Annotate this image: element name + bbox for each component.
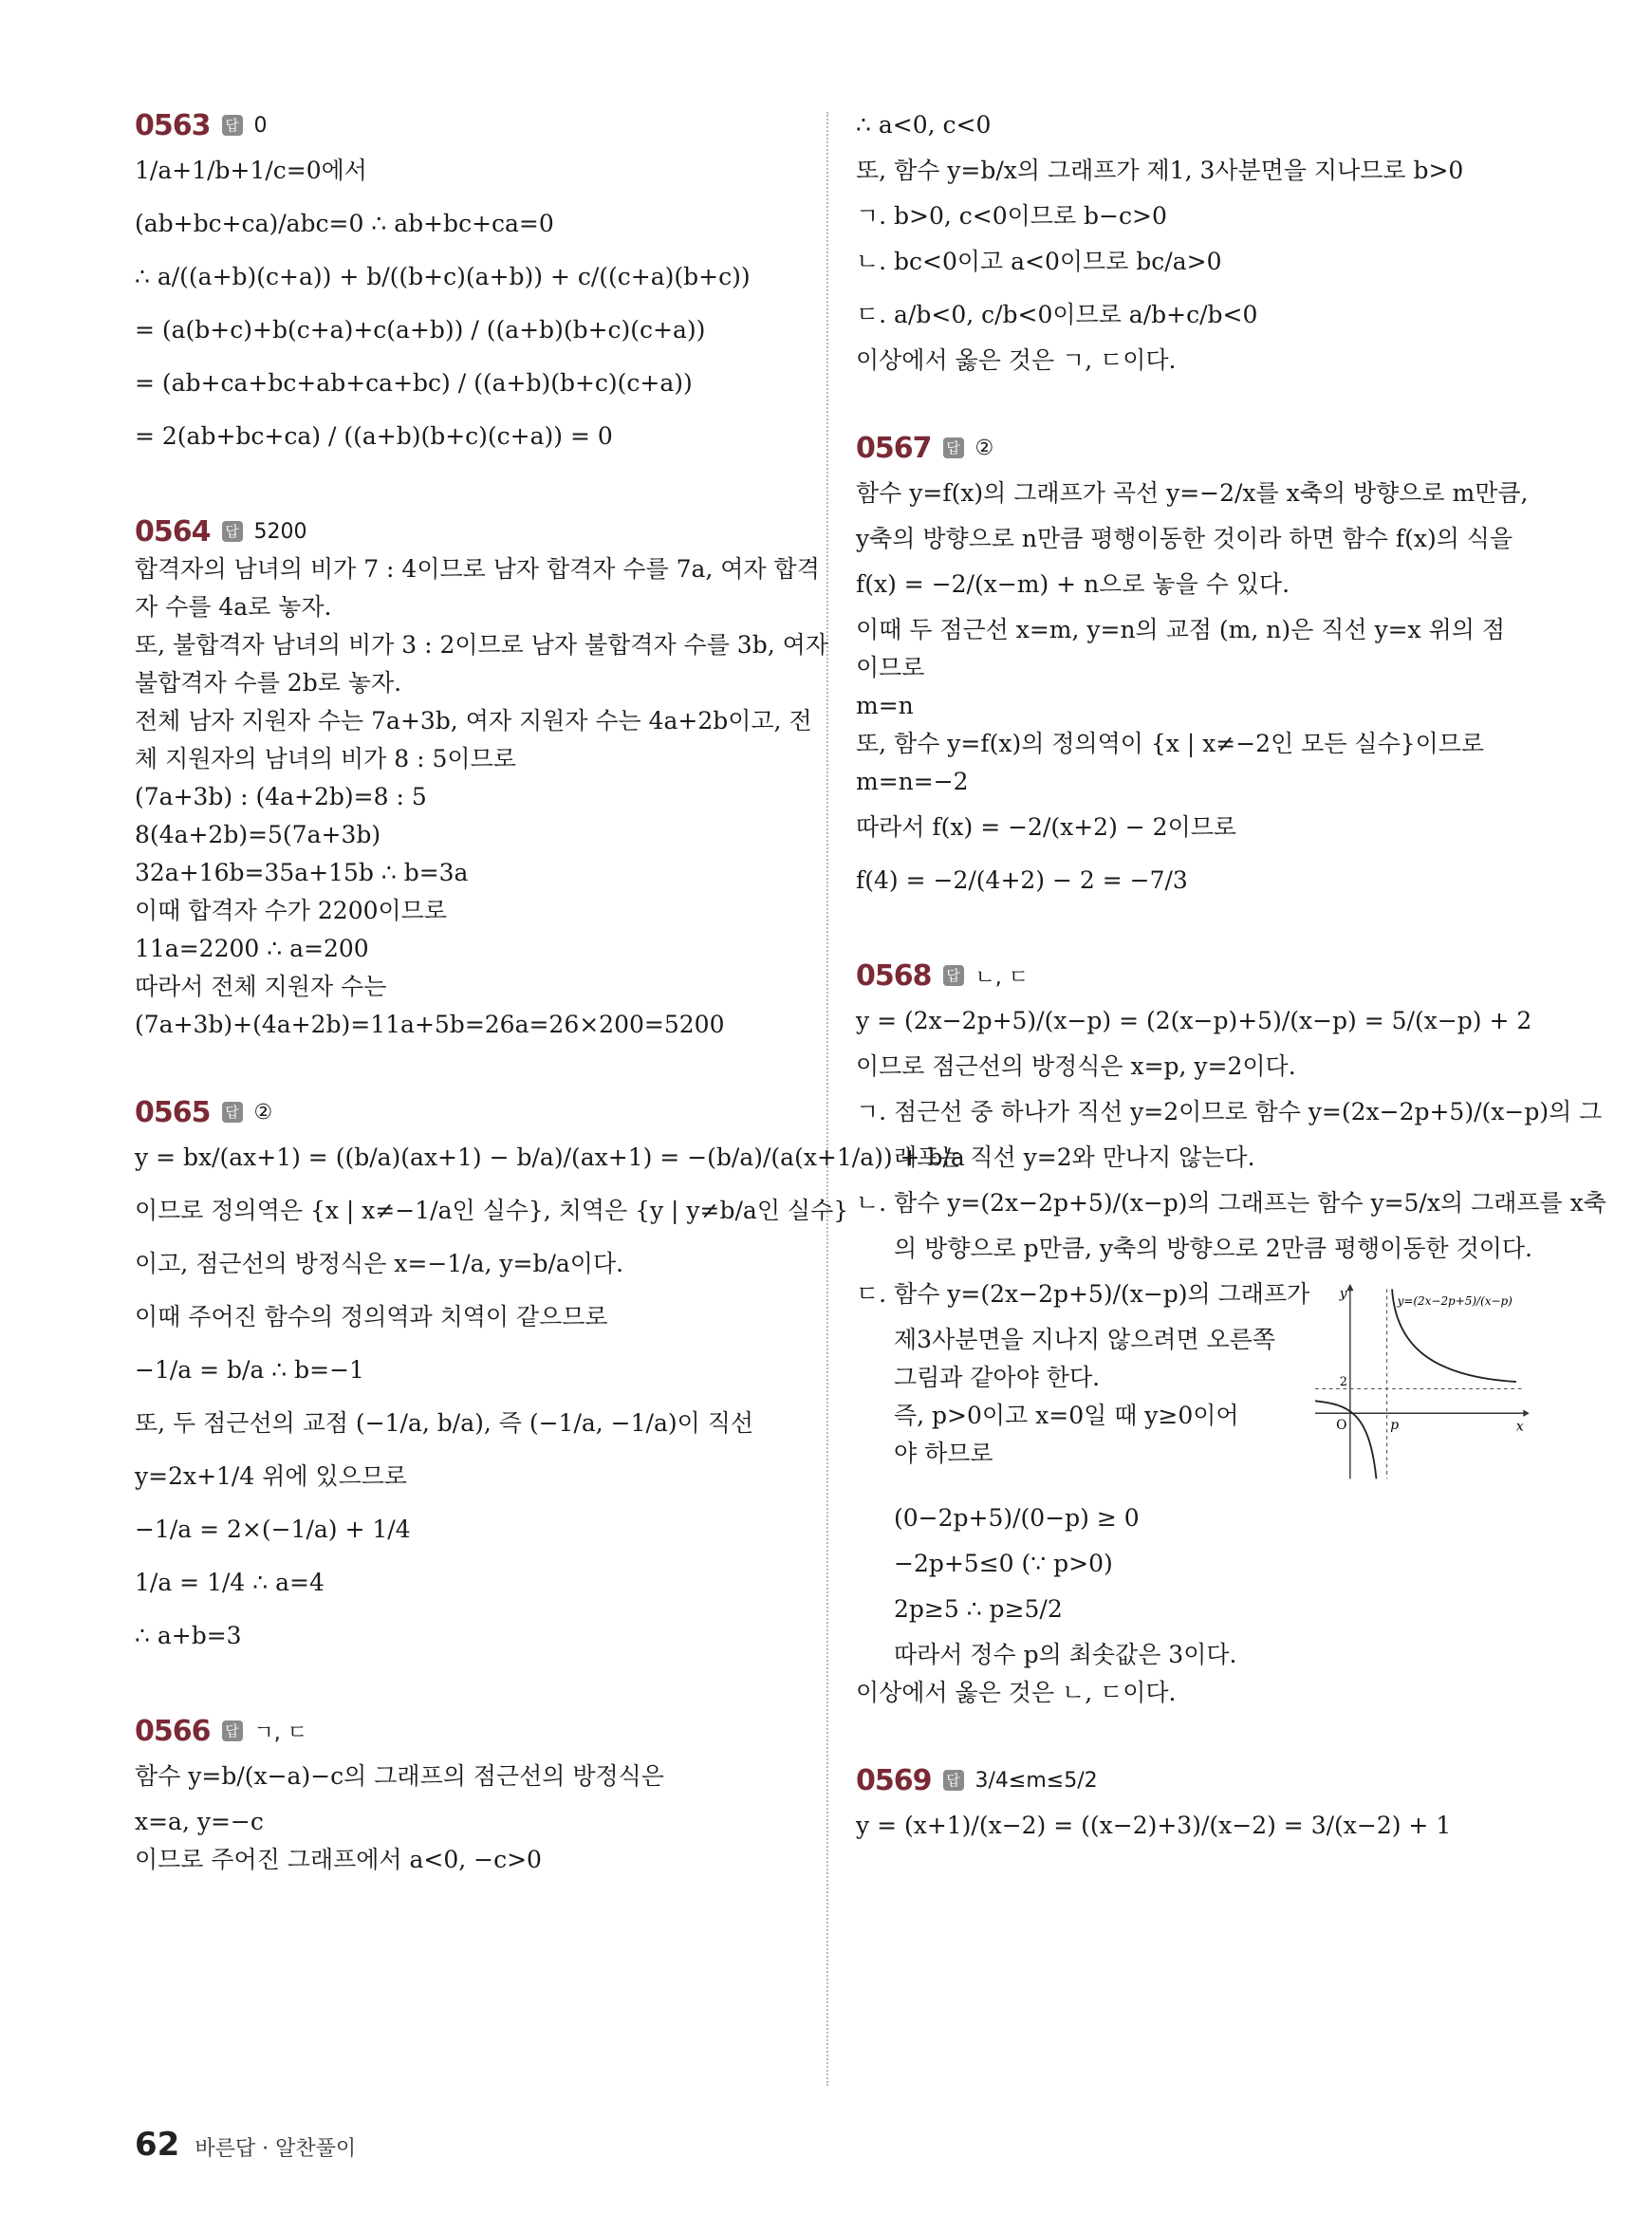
- solution-line: 따라서 정수 p의 최솟값은 3이다.: [894, 1641, 1237, 1668]
- hyperbola-graph: [1315, 1274, 1530, 1492]
- solution-line: ㄴ. 함수 y=(2x−2p+5)/(x−p)의 그래프는 함수 y=5/x의 그래프를 x축: [856, 1189, 1606, 1217]
- problem-number: 0566: [135, 1714, 211, 1748]
- solution-line: 함수 y=b/(x−a)−c의 그래프의 점근선의 방정식은: [135, 1762, 664, 1790]
- solution-line: −2p+5≤0 (∵ p>0): [894, 1550, 1113, 1577]
- solution-line: 따라서 전체 지원자 수는: [135, 973, 387, 1000]
- page-number: 62: [135, 2126, 180, 2164]
- solution-line: 전체 남자 지원자 수는 7a+3b, 여자 지원자 수는 4a+2b이고, 전: [135, 707, 812, 735]
- y-axis-arrow-icon: [1346, 1284, 1353, 1291]
- solution-line: 불합격자 수를 2b로 놓자.: [135, 669, 402, 697]
- problem-0566-continued: [856, 106, 1530, 380]
- solution-line: ㄱ. 점근선 중 하나가 직선 y=2이므로 함수 y=(2x−2p+5)/(x−p)의 그: [856, 1098, 1603, 1125]
- curve-equation-label: y=(2x−2p+5)/(x−p): [1397, 1293, 1513, 1308]
- solution-line: 이때 두 점근선 x=m, y=n의 교점 (m, n)은 직선 y=x 위의 점: [856, 616, 1505, 643]
- page-footer: [135, 2126, 356, 2164]
- answer-value: 5200: [253, 519, 307, 544]
- solution-line: y축의 방향으로 n만큼 평행이동한 것이라 하면 함수 f(x)의 식을: [856, 525, 1513, 552]
- problem-0569: [856, 1761, 1530, 1852]
- problem-header: [135, 512, 808, 550]
- x-axis-label: x: [1516, 1419, 1524, 1435]
- problem-0567: [856, 429, 1530, 907]
- problem-number: 0568: [856, 958, 932, 993]
- solution-line: m=n=−2: [856, 768, 969, 795]
- asymptote-y-value: 2: [1340, 1374, 1348, 1389]
- problem-header: [135, 1712, 808, 1750]
- problem-header: [135, 1093, 808, 1131]
- problem-header: [856, 1761, 1530, 1799]
- answer-value: 3/4≤m≤5/2: [974, 1768, 1098, 1793]
- answer-mark-icon: 답: [222, 521, 243, 542]
- solution-line: 야 하므로: [894, 1440, 993, 1467]
- problem-number: 0563: [135, 108, 211, 142]
- solution-line: −1/a = 2×(−1/a) + 1/4: [135, 1516, 411, 1543]
- solution-line: 합격자의 남녀의 비가 7 : 4이므로 남자 합격자 수를 7a, 여자 합격: [135, 555, 820, 583]
- solution-line: (7a+3b) : (4a+2b)=8 : 5: [135, 783, 427, 810]
- book-title: 바른답 · 알찬풀이: [195, 2137, 357, 2161]
- solution-line: 8(4a+2b)=5(7a+3b): [135, 821, 381, 848]
- solution-line: m=n: [856, 692, 914, 719]
- solution-line: ㄴ. bc<0이고 a<0이므로 bc/a>0: [856, 248, 1222, 275]
- problem-0564: [135, 512, 828, 1044]
- solution-line: 이상에서 옳은 것은 ㄱ, ㄷ이다.: [856, 346, 1177, 374]
- solution-line: 제3사분면을 지나지 않으려면 오른쪽: [894, 1326, 1275, 1353]
- solution-line: 즉, p>0이고 x=0일 때 y≥0이어: [894, 1402, 1239, 1429]
- solution-line: 또, 함수 y=b/x의 그래프가 제1, 3사분면을 지나므로 b>0: [856, 157, 1464, 184]
- x-axis-arrow-icon: [1524, 1410, 1530, 1417]
- solution-line: = (a(b+c)+b(c+a)+c(a+b)) / ((a+b)(b+c)(c+a)): [135, 316, 706, 344]
- solution-line: = (ab+ca+bc+ab+ca+bc) / ((a+b)(b+c)(c+a)): [135, 369, 693, 397]
- solution-line: ∴ a/((a+b)(c+a)) + b/((b+c)(a+b)) + c/((c+a)(b+c)): [135, 263, 751, 290]
- solution-line: −1/a = b/a ∴ b=−1: [135, 1356, 364, 1384]
- solution-line: ∴ a<0, c<0: [856, 111, 992, 139]
- answer-mark-icon: 답: [222, 1102, 243, 1123]
- solution-line: (ab+bc+ca)/abc=0 ∴ ab+bc+ca=0: [135, 210, 554, 237]
- solution-line: ㄷ. 함수 y=(2x−2p+5)/(x−p)의 그래프가: [856, 1280, 1310, 1308]
- solution-line: 체 지원자의 남녀의 비가 8 : 5이므로: [135, 745, 516, 772]
- problem-0563: [135, 106, 808, 463]
- problem-number: 0567: [856, 431, 932, 465]
- problem-header: [856, 429, 1530, 467]
- solution-line: 2p≥5 ∴ p≥5/2: [894, 1595, 1063, 1623]
- figure-text: [856, 1268, 1309, 1492]
- solution-line: ㄱ. b>0, c<0이므로 b−c>0: [856, 202, 1167, 230]
- answer-mark-icon: 답: [943, 1770, 964, 1791]
- solution-line: 래프는 직선 y=2와 만나지 않는다.: [894, 1144, 1255, 1171]
- column-divider: [826, 112, 828, 2086]
- problem-number: 0569: [856, 1763, 932, 1797]
- problem-0566: [135, 1712, 808, 1879]
- problem-number: 0564: [135, 514, 211, 549]
- answer-mark-icon: 답: [222, 115, 243, 136]
- solution-line: 따라서 f(x) = −2/(x+2) − 2이므로: [856, 813, 1237, 841]
- y-axis-label: y: [1340, 1286, 1347, 1302]
- problem-header: [856, 957, 1530, 995]
- origin-label: O: [1336, 1417, 1347, 1433]
- answer-mark-icon: 답: [943, 965, 964, 986]
- problem-number: 0565: [135, 1095, 211, 1129]
- solution-line: 11a=2200 ∴ a=200: [135, 935, 369, 962]
- solution-line: 32a+16b=35a+15b ∴ b=3a: [135, 859, 469, 886]
- problem-0568: [856, 957, 1606, 1712]
- solution-line: y = (2x−2p+5)/(x−p) = (2(x−p)+5)/(x−p) = 5/(x−p) + 2: [856, 1007, 1532, 1034]
- solution-line: 이므로 주어진 그래프에서 a<0, −c>0: [135, 1846, 542, 1873]
- solution-line: f(x) = −2/(x−m) + n으로 놓을 수 있다.: [856, 570, 1290, 598]
- solution-line: 1/a = 1/4 ∴ a=4: [135, 1569, 325, 1596]
- solution-line: 또, 불합격자 남녀의 비가 3 : 2이므로 남자 불합격자 수를 3b, 여자: [135, 631, 828, 659]
- solution-line: 이때 주어진 함수의 정의역과 치역이 같으므로: [135, 1303, 608, 1330]
- solution-line: 이므로 정의역은 {x | x≠−1/a인 실수}, 치역은 {y | y≠b/a인 실수}: [135, 1197, 849, 1224]
- answer-value: ②: [253, 1100, 273, 1125]
- solution-line: 이므로: [856, 654, 925, 681]
- solution-line: y = bx/(ax+1) = ((b/a)(ax+1) − b/a)/(ax+1) = −(b/a)/(a(x+1/a)) + b/a: [135, 1144, 965, 1171]
- solution-line: 1/a+1/b+1/c=0에서: [135, 157, 367, 184]
- solution-line: (0−2p+5)/(0−p) ≥ 0: [894, 1504, 1140, 1532]
- solution-line: ㄷ. a/b<0, c/b<0이므로 a/b+c/b<0: [856, 301, 1258, 328]
- solution-line: 이고, 점근선의 방정식은 x=−1/a, y=b/a이다.: [135, 1250, 624, 1277]
- right-column: [856, 106, 1606, 1902]
- solution-line: ∴ a+b=3: [135, 1622, 242, 1649]
- solution-line: x=a, y=−c: [135, 1808, 264, 1835]
- answer-value: 0: [253, 113, 268, 138]
- solution-line: = 2(ab+bc+ca) / ((a+b)(b+c)(c+a)) = 0: [135, 422, 613, 450]
- answer-value: ②: [974, 436, 994, 460]
- solution-line: 또, 함수 y=f(x)의 정의역이 {x | x≠−2인 모든 실수}이므로: [856, 730, 1485, 757]
- solution-line: 함수 y=f(x)의 그래프가 곡선 y=−2/x를 x축의 방향으로 m만큼,: [856, 479, 1529, 507]
- solution-line: 자 수를 4a로 놓자.: [135, 593, 332, 621]
- answer-value: ㄴ, ㄷ: [974, 965, 1029, 990]
- solution-line: 또, 두 점근선의 교점 (−1/a, b/a), 즉 (−1/a, −1/a)이 직선: [135, 1409, 753, 1437]
- problem-header: [135, 106, 808, 144]
- solution-line: 이때 합격자 수가 2200이므로: [135, 897, 447, 924]
- solution-line: 의 방향으로 p만큼, y축의 방향으로 2만큼 평행이동한 것이다.: [894, 1235, 1533, 1262]
- answer-value: ㄱ, ㄷ: [253, 1720, 307, 1745]
- solution-line: f(4) = −2/(4+2) − 2 = −7/3: [856, 866, 1188, 894]
- answer-mark-icon: 답: [943, 437, 964, 458]
- answer-mark-icon: 답: [222, 1720, 243, 1741]
- solution-line: (7a+3b)+(4a+2b)=11a+5b=26a=26×200=5200: [135, 1011, 725, 1038]
- graph-figure-row: [856, 1268, 1530, 1492]
- solution-line: 그림과 같아야 한다.: [894, 1364, 1101, 1391]
- solution-line: 이상에서 옳은 것은 ㄴ, ㄷ이다.: [856, 1679, 1177, 1706]
- solution-line: 이므로 점근선의 방정식은 x=p, y=2이다.: [856, 1052, 1296, 1080]
- asymptote-x-value: p: [1390, 1417, 1400, 1433]
- solution-line: y = (x+1)/(x−2) = ((x−2)+3)/(x−2) = 3/(x−2) + 1: [856, 1812, 1452, 1839]
- solution-line: y=2x+1/4 위에 있으므로: [135, 1462, 408, 1490]
